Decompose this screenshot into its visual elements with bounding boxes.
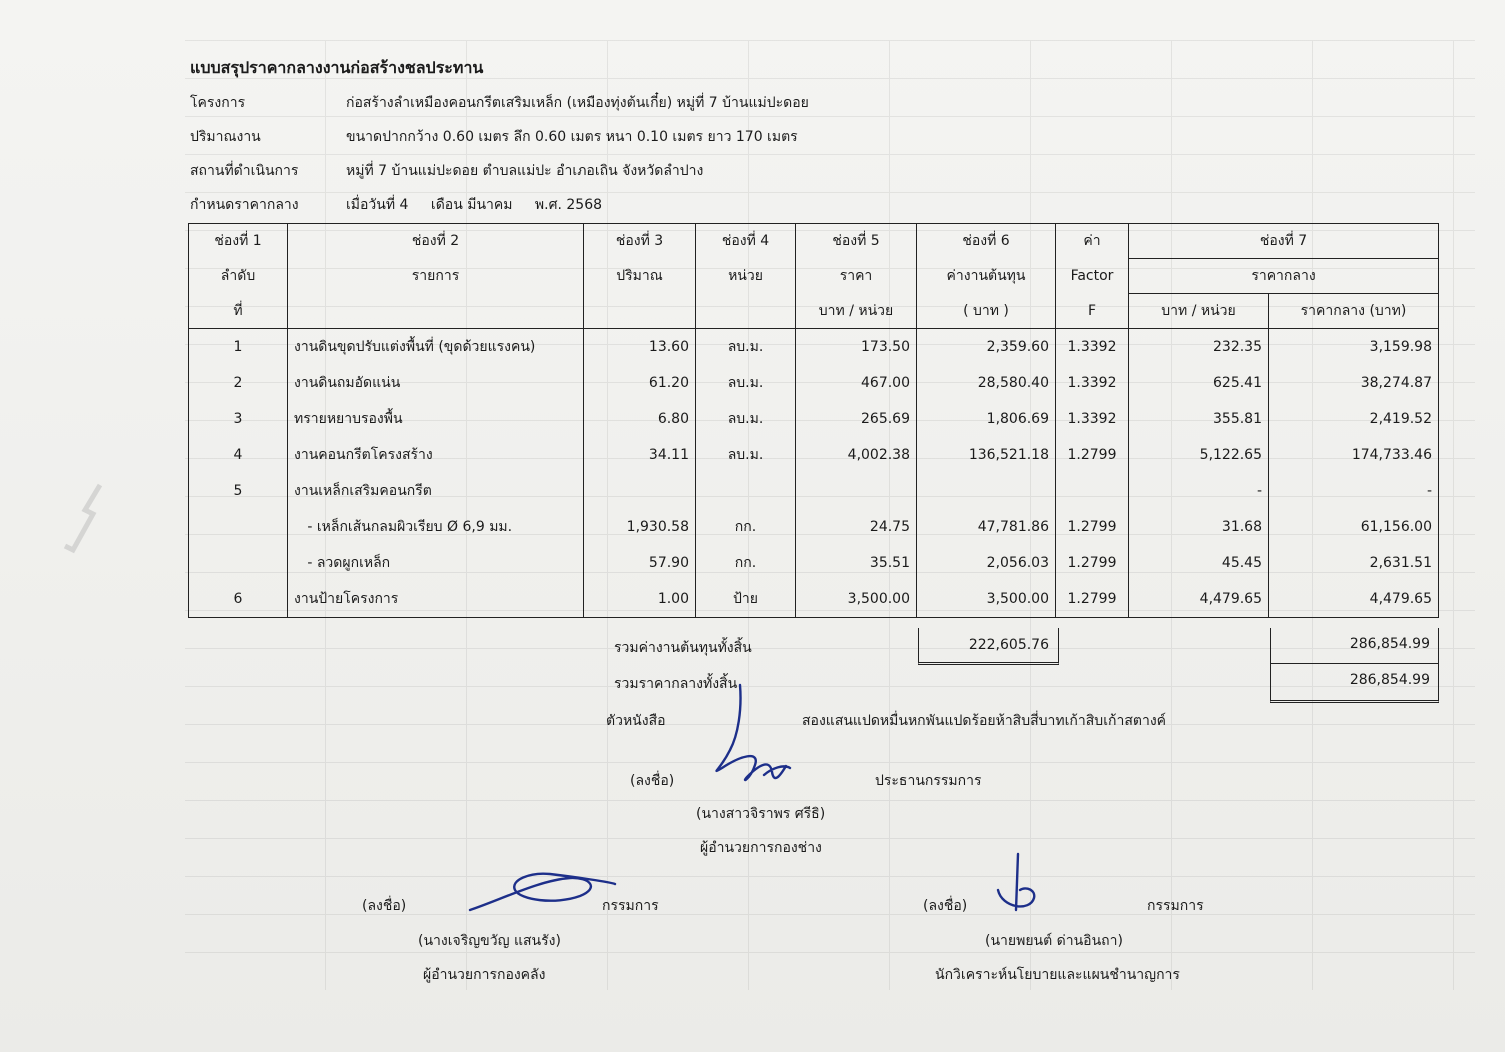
col-head-5: ช่องที่ 5 — [796, 224, 917, 259]
total-cost-value: 222,605.76 — [968, 637, 1049, 653]
chair-role: ประธานกรรมการ — [875, 773, 982, 789]
row-mid-total: - — [1269, 473, 1439, 509]
row-item: - ลวดผูกเหล็ก — [288, 545, 584, 581]
chair-sign-label: (ลงชื่อ) — [630, 773, 675, 789]
row-qty: 34.11 — [584, 437, 696, 473]
row-unit: ป้าย — [696, 581, 796, 618]
col-head-7: ช่องที่ 7 — [1129, 224, 1439, 259]
head-factor-f: F — [1056, 294, 1129, 329]
row-no: 4 — [189, 437, 288, 473]
date-day: เมื่อวันที่ 4 — [346, 197, 409, 213]
chair-name: (นางสาวจิราพร ศรีธิ) — [696, 806, 826, 822]
chair-signature — [700, 680, 820, 810]
row-qty: 13.60 — [584, 329, 696, 366]
member1-title: ผู้อำนวยการกองคลัง — [423, 967, 546, 983]
row-unit: ลบ.ม. — [696, 437, 796, 473]
row-mid-total: 61,156.00 — [1269, 509, 1439, 545]
row-no — [189, 545, 288, 581]
date-value — [346, 194, 620, 216]
row-unit: ลบ.ม. — [696, 329, 796, 366]
row-unit: ลบ.ม. — [696, 401, 796, 437]
row-mid-total: 4,479.65 — [1269, 581, 1439, 618]
row-item: งานเหล็กเสริมคอนกรีต — [288, 473, 584, 509]
row-cost: 1,806.69 — [917, 401, 1056, 437]
row-no: 3 — [189, 401, 288, 437]
row-no: 1 — [189, 329, 288, 366]
row-qty: 1,930.58 — [584, 509, 696, 545]
grand-total-label: รวมราคากลางทั้งสิ้น — [614, 676, 738, 692]
member2-title: นักวิเคราะห์นโยบายและแผนชำนาญการ — [935, 967, 1180, 983]
row-item: งานป้ายโครงการ — [288, 581, 584, 618]
paper-crease-mark — [55, 480, 115, 560]
member1-signature — [460, 860, 620, 920]
date-year: พ.ศ. 2568 — [534, 197, 603, 213]
row-price: 3,500.00 — [796, 581, 917, 618]
row-item: งานดินถมอัดแน่น — [288, 365, 584, 401]
row-mid-total: 2,631.51 — [1269, 545, 1439, 581]
project-label: โครงการ — [190, 95, 246, 111]
row-factor — [1056, 473, 1129, 509]
row-qty: 61.20 — [584, 365, 696, 401]
row-factor: 1.3392 — [1056, 401, 1129, 437]
row-cost — [917, 473, 1056, 509]
total-mid-value: 286,854.99 — [1349, 636, 1430, 652]
row-qty: 6.80 — [584, 401, 696, 437]
col-head-6: ช่องที่ 6 — [917, 224, 1056, 259]
amount-in-words-value: สองแสนแปดหมื่นหกพันแปดร้อยห้าสิบสี่บาทเก้าสิบเก้าสตางค์ — [802, 713, 1167, 729]
row-item: - เหล็กเส้นกลมผิวเรียบ Ø 6,9 มม. — [288, 509, 584, 545]
head-mid-total: ราคากลาง (บาท) — [1269, 294, 1439, 329]
row-factor: 1.3392 — [1056, 365, 1129, 401]
row-mid-total: 38,274.87 — [1269, 365, 1439, 401]
row-price: 265.69 — [796, 401, 917, 437]
head-qty: ปริมาณ — [584, 259, 696, 294]
row-unit — [696, 473, 796, 509]
total-cost-label: รวมค่างานต้นทุนทั้งสิ้น — [614, 640, 752, 656]
head-cost-unit: ( บาท ) — [917, 294, 1056, 329]
row-item: ทรายหยาบรองพื้น — [288, 401, 584, 437]
row-cost: 2,056.03 — [917, 545, 1056, 581]
member1-role: กรรมการ — [602, 898, 659, 914]
row-item: งานคอนกรีตโครงสร้าง — [288, 437, 584, 473]
row-mid-total: 2,419.52 — [1269, 401, 1439, 437]
row-cost: 3,500.00 — [917, 581, 1056, 618]
row-cost: 136,521.18 — [917, 437, 1056, 473]
member2-sign-label: (ลงชื่อ) — [923, 898, 968, 914]
row-item: งานดินขุดปรับแต่งพื้นที่ (ขุดด้วยแรงคน) — [288, 329, 584, 366]
amount-in-words-label: ตัวหนังสือ — [606, 713, 666, 729]
header-row-3 — [189, 294, 1439, 329]
row-mid-unit: 232.35 — [1129, 329, 1269, 366]
row-qty — [584, 473, 696, 509]
head-factor: Factor — [1056, 259, 1129, 294]
member2-name: (นายพยนต์ ด่านอินถา) — [985, 933, 1123, 949]
row-factor: 1.2799 — [1056, 437, 1129, 473]
col-head-3: ช่องที่ 3 — [584, 224, 696, 259]
head-item: รายการ — [288, 259, 584, 294]
head-seq-b: ที่ — [189, 294, 288, 329]
row-cost: 47,781.86 — [917, 509, 1056, 545]
row-unit: กก. — [696, 509, 796, 545]
row-price: 173.50 — [796, 329, 917, 366]
row-no — [189, 509, 288, 545]
row-mid-unit: 45.45 — [1129, 545, 1269, 581]
cost-table — [188, 223, 1439, 618]
chair-title: ผู้อำนวยการกองช่าง — [700, 840, 822, 856]
row-mid-unit: - — [1129, 473, 1269, 509]
col-head-1: ช่องที่ 1 — [189, 224, 288, 259]
header-row-1 — [189, 224, 1439, 259]
header-row-2 — [189, 259, 1439, 294]
row-factor: 1.2799 — [1056, 581, 1129, 618]
table-row — [189, 437, 1439, 473]
row-mid-unit: 31.68 — [1129, 509, 1269, 545]
row-unit: ลบ.ม. — [696, 365, 796, 401]
row-mid-total: 174,733.46 — [1269, 437, 1439, 473]
col-head-4: ช่องที่ 4 — [696, 224, 796, 259]
row-cost: 28,580.40 — [917, 365, 1056, 401]
member2-role: กรรมการ — [1147, 898, 1204, 914]
table-row — [189, 329, 1439, 366]
row-unit: กก. — [696, 545, 796, 581]
row-mid-total: 3,159.98 — [1269, 329, 1439, 366]
col-head-2: ช่องที่ 2 — [288, 224, 584, 259]
row-mid-unit: 355.81 — [1129, 401, 1269, 437]
date-month: เดือน มีนาคม — [430, 197, 513, 213]
total-mid-divider — [1270, 663, 1439, 664]
table-row — [189, 473, 1439, 509]
row-price: 467.00 — [796, 365, 917, 401]
head-unit: หน่วย — [696, 259, 796, 294]
table-row — [189, 581, 1439, 618]
row-no: 6 — [189, 581, 288, 618]
project-value: ก่อสร้างลำเหมืองคอนกรีตเสริมเหล็ก (เหมืองทุ่งต้นเกี๋ย) หมู่ที่ 7 บ้านแม่ปะดอย — [346, 95, 809, 111]
head-mid-unit: บาท / หน่วย — [1129, 294, 1269, 329]
head-price-unit: บาท / หน่วย — [796, 294, 917, 329]
location-value: หมู่ที่ 7 บ้านแม่ปะดอย ตำบลแม่ปะ อำเภอเถิน จังหวัดลำปาง — [346, 163, 704, 179]
location-label: สถานที่ดำเนินการ — [190, 163, 299, 179]
row-factor: 1.2799 — [1056, 509, 1129, 545]
row-price — [796, 473, 917, 509]
table-row — [189, 509, 1439, 545]
row-mid-unit: 5,122.65 — [1129, 437, 1269, 473]
document-title: แบบสรุปราคากลางงานก่อสร้างชลประทาน — [190, 58, 484, 77]
head-mid: ราคากลาง — [1129, 259, 1439, 294]
grand-total-value: 286,854.99 — [1349, 672, 1430, 688]
quantity-label: ปริมาณงาน — [190, 129, 261, 145]
row-factor: 1.2799 — [1056, 545, 1129, 581]
row-mid-unit: 625.41 — [1129, 365, 1269, 401]
row-factor: 1.3392 — [1056, 329, 1129, 366]
row-cost: 2,359.60 — [917, 329, 1056, 366]
member2-signature — [990, 850, 1050, 920]
row-qty: 57.90 — [584, 545, 696, 581]
row-no: 2 — [189, 365, 288, 401]
row-qty: 1.00 — [584, 581, 696, 618]
row-price: 35.51 — [796, 545, 917, 581]
row-mid-unit: 4,479.65 — [1129, 581, 1269, 618]
head-cost: ค่างานต้นทุน — [917, 259, 1056, 294]
table-row — [189, 401, 1439, 437]
date-label: กำหนดราคากลาง — [190, 197, 299, 213]
quantity-value: ขนาดปากกว้าง 0.60 เมตร ลึก 0.60 เมตร หนา 0.10 เมตร ยาว 170 เมตร — [346, 129, 798, 145]
table-row — [189, 545, 1439, 581]
member1-name: (นางเจริญขวัญ แสนรัง) — [418, 933, 561, 949]
head-seq: ลำดับ — [189, 259, 288, 294]
row-no: 5 — [189, 473, 288, 509]
col-head-factor: ค่า — [1056, 224, 1129, 259]
table-row — [189, 365, 1439, 401]
member1-sign-label: (ลงชื่อ) — [362, 898, 407, 914]
row-price: 24.75 — [796, 509, 917, 545]
row-price: 4,002.38 — [796, 437, 917, 473]
head-price: ราคา — [796, 259, 917, 294]
